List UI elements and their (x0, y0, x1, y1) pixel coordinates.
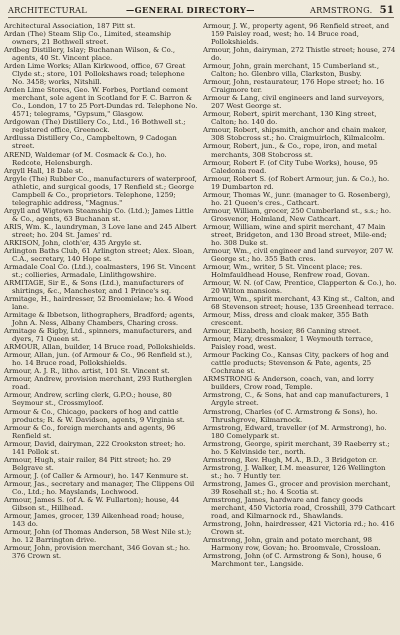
directory-entry: Armour, Allan, jun. (of Armour & Co., 96 Renfield st.), ho. 14 Bruce road, Pollokshields. (4, 351, 193, 368)
directory-entry: Armstrong, J. Walker, I.M. measurer, 126 Wellington st.; ho. 7 Huntly ter. (203, 463, 386, 480)
directory-entry: Armour, John, provision merchant, 346 Govan st.; ho. 376 Crown st. (4, 544, 191, 561)
header-left: ARCHITECTURAL (8, 5, 87, 15)
directory-entry: Armour, David, dairyman, 222 Crookston street; ho. 141 Pollok st. (4, 439, 186, 456)
directory-entry: Armour, James, grocer, 139 Aikenhead road; house, 143 do. (4, 511, 185, 528)
directory-entry: Armour, A. J. R., litho. artist, 101 St. Vincent st. (4, 367, 170, 376)
directory-entry: Armitage & Ibbetson, lithographers, Bradford; agents, John A. Ness, Albany Chambers, Charing cross. (4, 311, 195, 328)
directory-entry: Armour, J. (of Caller & Armour), ho. 147 Kenmure st. (4, 471, 189, 480)
directory-entry: Armour & Co., foreign merchants and agents, 96 Renfield st. (4, 423, 176, 440)
directory-entry: Armour, Elizabeth, hosier, 86 Canning street. (203, 327, 362, 336)
directory-entry: Armstrong, Charles (of C. Armstrong & Sons), ho. Thrushgrove, Kilmarnock. (203, 407, 378, 424)
directory-entry: ARMITAGE, Sir E., & Sons (Ltd.), manufacturers of shirtings, &c., Manchester, and 1 Prince's sq. (4, 279, 184, 296)
directory-entry: Armour, Robert S. (of Robert Armour, jun. & Co.), ho. 19 Dumbarton rd. (203, 174, 390, 191)
directory-entry: Armadale Coal Co. (Ltd.), coalmasters, 196 St. Vincent st.; collieries, Armadale, Linlithgowshire. (4, 262, 196, 279)
directory-entry: Argyll Hall, 18 Dale st. (4, 166, 84, 175)
directory-entry: Ardlussa Distillery Co., Campbeltown, 9 Cadogan street. (4, 134, 177, 151)
directory-entry: Arden Lime Works; Allan Kirkwood, office, 67 Great Clyde st.; store, 101 Pollokshaws road; telephone No. 3458; works, Nitshill. (4, 62, 186, 87)
directory-entry: Armitage & Rigby, Ltd., spinners, manufacturers, and dyers, 71 Queen st. (4, 327, 192, 344)
header-center: —GENERAL DIRECTORY— (126, 5, 255, 15)
directory-entry: Armour, W. N. (of Caw, Prentice, Clapperton & Co.), ho. 20 Wilton mansions. (203, 279, 397, 296)
directory-entry: Arden Lime Stores, Geo. W. Forbes, Portland cement merchant, sole agent in Scotland for F. C. Barron & Co., London, 17 to 25 Port-Dundas rd. Telephone No. 4571; telegrams, "Gypsum," Glasgow. (4, 86, 198, 119)
directory-entry: Ardbeg Distillery, Islay; Buchanan Wilson, & Co., agents, 40 St. Vincent place. (4, 46, 176, 63)
directory-entry: Armour, Andrew, scrling clerk, G.P.O.; house, 80 Seymour st., Crossmyloof. (4, 391, 172, 408)
directory-entry: Armour, John (of Thomas Anderson, 58 West Nile st.); ho. 12 Barrington drive. (4, 527, 192, 544)
left-column (4, 22, 198, 634)
directory-entry: Armstrong, John (of C. Armstrong & Son), house, 6 Marchmont ter., Langside. (203, 552, 382, 569)
directory-entry: Armstrong, James, hardware and fancy goods merchant, 450 Victoria road, Crosshill, 379 Cathcart road, and Kilmarnock rd., Shawlands. (203, 495, 396, 520)
directory-entry: Armstrong, John, grain and potato merchant, 98 Harmony row, Govan; ho. Broomvale, Crossloan. (203, 536, 381, 553)
directory-entry: Armour, Wm., civil engineer and land surveyor, 207 W. George st.; ho. 355 Bath cres. (203, 246, 394, 263)
directory-entry: Armour Packing Co., Kansas City, packers of hog and cattle products; Stevenson & Pate, agents, 25 Cochrane st. (203, 351, 389, 376)
right-column (203, 22, 397, 634)
directory-entry: Armour, William, grocer, 250 Cumberland st., s.s.; ho. Grosvenor, Holmland, New Cathcart. (203, 206, 392, 223)
directory-entry: ARIS, Wm. K., laundryman, 3 Love lane and 245 Albert street; ho. 204 St. James' rd. (4, 222, 197, 239)
directory-entry: Armstrong, C., & Sons, hat and cap manufacturers, 1 Argyle street. (203, 391, 390, 408)
directory-entry: Armour, Wm., writer, 5 St. Vincent place; res. Holmfauldhead House, Renfrew road, Govan. (203, 262, 370, 279)
directory-entry: ARMSTRONG & Anderson, coach, van, and lorry builders, Crow road, Temple. (203, 375, 374, 392)
directory-entry: Armour & Co., Chicago, packers of hog and cattle products; R. & W. Davidson, agents, 9 Virginia st. (4, 407, 185, 424)
directory-entry: Armour, Andrew, provision merchant, 293 Rutherglen road. (4, 375, 193, 392)
directory-entry: Armour, James S. (of A. & W. Fullarton); house, 44 Gibson st., Hillhead. (4, 495, 180, 512)
directory-entry: Armour, Thomas W., junr. (manager to G. Rosenberg), ho. 21 Queen's cres., Cathcart. (203, 190, 391, 207)
directory-entry: Arlington Baths Club, 61 Arlington street; Alex. Sloan, C.A., secretary, 140 Hope st. (4, 246, 195, 263)
directory-entry: Armstrong, Rev. Hugh, M.A., B.D., 3 Bridgeton cr. (203, 455, 378, 464)
directory-entry: Armour & Lang, civil engineers and land surveyors, 207 West George st. (203, 94, 385, 111)
directory-entry: ARMOUR, Allan, builder, 14 Bruce road, Pollokshields. (4, 343, 196, 352)
directory-entry: Armstrong, George, spirit merchant, 39 Raeberry st.; ho. 5 Kelvinside ter., north. (203, 439, 390, 456)
directory-entry: Argyle (The) Rubber Co., manufacturers of waterproof, athletic, and surgical goods, 17 Renfield st.; George Campbell & Co., proprietors. Telephone, 1259; telegraphic address, "Magnus." (4, 174, 197, 207)
directory-entry: Armstrong, James G., grocer and provision merchant, 39 Rosehall st.; ho. 4 Scotia st. (203, 479, 391, 496)
directory-entry: Argyll and Wigtown Steamship Co. (Ltd.); James Little & Co., agents, 63 Buchanan st. (4, 206, 194, 223)
directory-entry: Armour, Mary, dressmaker, 1 Weymouth terrace, Paisley road, west. (203, 335, 374, 352)
directory-entry: Armour, William, wine and spirit merchant, 47 Main street, Bridgeton, and 130 Broad street, Mile-end; ho. 308 Duke st. (203, 222, 387, 247)
directory-entry: Armour, John, restaurateur, 176 Hope street; ho. 16 Craigmore ter. (203, 78, 385, 95)
directory-entry: AREND, Waldemar (of M. Cosmack & Co.), ho. Redcote, Helensburgh. (4, 150, 167, 167)
directory-entry: Armour, John, grain merchant, 15 Cumberland st., Calton; ho. Glenbro villa, Clarkston, Busby. (203, 62, 380, 79)
header-right: ARMSTRONG. (310, 5, 373, 15)
directory-entry: Armstrong, Edward, traveller (of M. Armstrong), ho. 180 Comelypark st. (203, 423, 387, 440)
directory-entry: Armitage, H., hairdresser, 52 Broomielaw; ho. 4 Wood lane. (4, 295, 194, 312)
directory-entry: Armour, John, dairyman, 272 Thistle street; house, 274 do. (203, 46, 396, 63)
directory-entry: ARKISON, John, cloth'er, 435 Argyle st. (4, 238, 142, 247)
directory-entry: Ardgowan (The) Distillery Co., Ltd., 16 Bothwell st.; registered office, Greenock. (4, 118, 186, 135)
directory-entry: Armstrong, John, hairdresser, 421 Victoria rd.; ho. 416 Crown st. (203, 519, 395, 536)
directory-entry: Armour, Wm., spirit merchant, 43 King st., Calton, and 68 Stevenson street; house, 135 Greenhead terrace. (203, 295, 395, 312)
directory-entry: Armour, Miss, dress and cloak maker, 355 Bath crescent. (203, 311, 369, 328)
directory-entry: Armour, Hugh, stair railer, 84 Pitt street; ho. 29 Belgrave st. (4, 455, 172, 472)
directory-entry: Armour, Robert, spirit merchant, 130 King street, Calton; ho. 140 do. (203, 110, 377, 127)
running-header (8, 4, 394, 18)
page-number: 51 (379, 5, 394, 16)
directory-entry: Armour, Jas., secretary and manager, The Clippens Oil Co., Ltd.; ho. Mayslands, Lochwood. (4, 479, 195, 496)
directory-entry: Armour, Robert, shipsmith, anchor and chain maker, 308 Stobcross st.; ho. Craigmuirloch, Kilmalcolm. (203, 126, 387, 143)
directory-entry: Armour, Robert, jun., & Co., rope, iron, and metal merchants, 308 Stobcross st. (203, 142, 377, 159)
directory-entry: Armour, Robert F. (of City Tube Works), house, 95 Caledonia road. (203, 158, 378, 175)
directory-entry: Architectural Association, 187 Pitt st. (4, 22, 136, 30)
directory-entry: Armour, J. W., property agent, 96 Renfield street, and 159 Paisley road, west; ho. 14 Bruce road, Pollokshields. (203, 22, 390, 47)
directory-entry: Ardan (The) Steam Slip Co., Limited, steamship owners, 21 Bothwell street. (4, 30, 171, 47)
